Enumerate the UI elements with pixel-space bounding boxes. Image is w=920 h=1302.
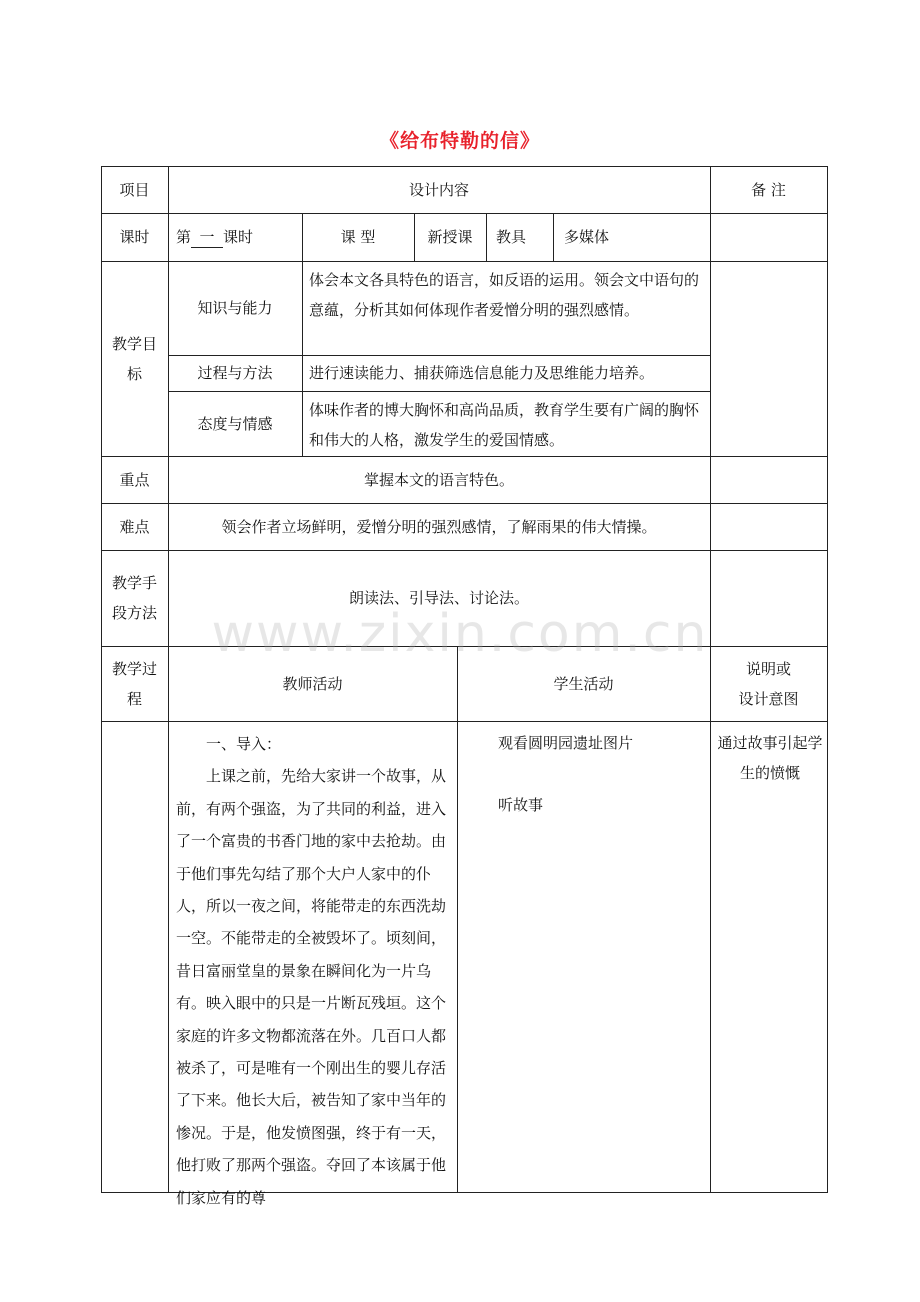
intro-heading: 一、导入：: [206, 735, 282, 753]
header-remark: 备 注: [751, 180, 786, 199]
lesson-ordinal: [176, 213, 300, 261]
goals-label: [101, 261, 168, 456]
key-point-text: 掌握本文的语言特色。: [363, 470, 514, 489]
note-header: [710, 646, 827, 721]
note-header-line2: 设计意图: [738, 689, 799, 708]
student-activity-2: 听故事: [498, 796, 544, 814]
lesson-tools-label: 教具: [496, 228, 527, 246]
note-header-line1: 说明或: [745, 659, 791, 678]
student-activity-header: 学生活动: [553, 674, 614, 693]
methods-text: 朗读法、引导法、讨论法。: [348, 589, 529, 607]
lesson-tools-value: 多媒体: [564, 228, 610, 246]
knowledge-text: 体会本文各具特色的语言，如反语的运用。领会文中语句的意蕴，分析其如何体现作者爱憎分明的强烈感情。: [309, 271, 700, 319]
lesson-ordinal-value: 一: [191, 227, 223, 248]
lesson-type-value: 新授课: [427, 228, 473, 246]
methods-label-line2: 段方法: [111, 604, 157, 622]
attitude-label: 态度与情感: [197, 414, 273, 433]
key-point-label: 重点: [119, 470, 150, 489]
lesson-type-label: 课 型: [340, 228, 376, 246]
goals-label-line1: 教学目: [111, 334, 157, 353]
difficulty-label: 难点: [119, 517, 150, 536]
lesson-ordinal-suffix: 课时: [223, 228, 254, 246]
note-text: 通过故事引起学生的愤慨: [717, 734, 823, 782]
lesson-label: 课时: [119, 228, 150, 246]
header-design-content: 设计内容: [408, 180, 469, 199]
goals-label-line2: 标: [126, 364, 142, 383]
attitude-text: 体味作者的博大胸怀和高尚品质，教育学生要有广阔的胸怀和伟大的人格，激发学生的爱国情感。: [309, 401, 700, 449]
knowledge-label: 知识与能力: [197, 299, 273, 317]
teacher-activity-header: 教师活动: [282, 674, 343, 693]
difficulty-text: 领会作者立场鲜明，爱憎分明的强烈感情，了解雨果的伟大情操。: [221, 517, 657, 536]
methods-label-line1: 教学手: [111, 574, 157, 592]
watermark: www.zixin.com.cn: [211, 604, 709, 664]
process-method-label: 过程与方法: [197, 364, 273, 382]
teacher-activity-content: [176, 728, 452, 1207]
document-title: 《给布特勒的信》: [379, 130, 540, 152]
lesson-ordinal-prefix: 第: [176, 228, 192, 246]
process-label-line2: 程: [126, 689, 142, 708]
process-method-text: 进行速读能力、捕获筛选信息能力及思维能力培养。: [309, 364, 655, 382]
process-label: [101, 646, 168, 721]
student-activity-1: 观看圆明园遗址图片: [498, 734, 634, 752]
header-item: 项目: [119, 180, 150, 199]
process-label-line1: 教学过: [111, 659, 157, 678]
methods-label: [101, 550, 168, 646]
intro-text: 上课之前，先给大家讲一个故事，从前，有两个强盗，为了共同的利益，进入了一个富贵的书香门地的家中去抢劫。由于他们事先勾结了那个大户人家中的仆人，所以一夜之间，将能带走的东西洗劫一空。不能带走的全被毁坏了。顷刻间，昔日富丽堂皇的景象在瞬间化为一片乌有。映入眼中的只是一片断瓦残垣。这个家庭的许多文物都流落在外。几百口人都被杀了，可是唯有一个刚出生的婴儿存活了下来。他长大后，被告知了家中当年的惨况。于是，他发愤图强，终于有一天，他打败了那两个强盗。夺回了本该属于他们家应有的尊: [176, 767, 447, 1207]
